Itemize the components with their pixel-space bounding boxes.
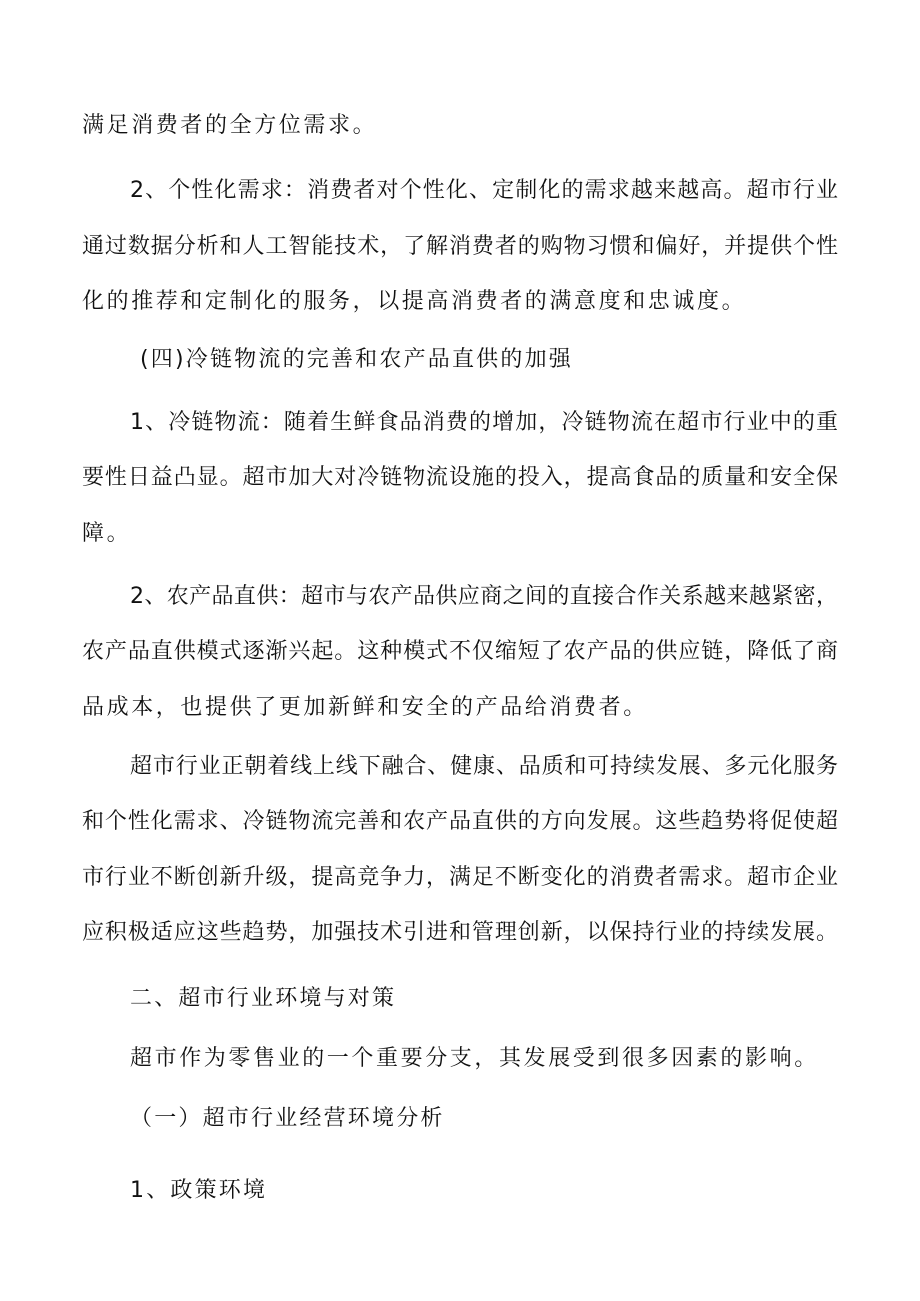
paragraph-line: 超市行业正朝着线上线下融合、健康、品质和可持续发展、多元化服务 bbox=[130, 754, 838, 779]
section-heading: (四)冷链物流的完善和农产品直供的加强 bbox=[140, 347, 573, 372]
item-heading: 1、政策环境 bbox=[130, 1178, 268, 1203]
paragraph-line: 满足消费者的全方位需求。 bbox=[82, 113, 378, 138]
paragraph-line: 和个性化需求、冷链物流完善和农产品直供的方向发展。这些趋势将促使超 bbox=[82, 809, 838, 834]
paragraph-line: 2、农产品直供：超市与农产品供应商之间的直接合作关系越来越紧密， bbox=[130, 584, 838, 609]
paragraph-line: 品成本，也提供了更加新鲜和安全的产品给消费者。 bbox=[82, 695, 648, 720]
paragraph-line: 通过数据分析和人工智能技术，了解消费者的购物习惯和偏好，并提供个性 bbox=[82, 234, 838, 259]
paragraph-line: 2、个性化需求：消费者对个性化、定制化的需求越来越高。超市行业 bbox=[130, 178, 838, 203]
paragraph-line: 化的推荐和定制化的服务，以提高消费者的满意度和忠诚度。 bbox=[82, 289, 747, 314]
section-heading: 二、超市行业环境与对策 bbox=[130, 986, 397, 1011]
paragraph-line: 1、冷链物流：随着生鲜食品消费的增加，冷链物流在超市行业中的重 bbox=[130, 410, 838, 435]
subsection-heading: （一）超市行业经营环境分析 bbox=[130, 1106, 445, 1131]
paragraph-line: 超市作为零售业的一个重要分支，其发展受到很多因素的影响。 bbox=[130, 1046, 819, 1071]
paragraph-line: 农产品直供模式逐渐兴起。这种模式不仅缩短了农产品的供应链，降低了商 bbox=[82, 639, 838, 664]
paragraph-line: 市行业不断创新升级，提高竞争力，满足不断变化的消费者需求。超市企业 bbox=[82, 865, 838, 890]
paragraph-line: 要性日益凸显。超市加大对冷链物流设施的投入，提高食品的质量和安全保 bbox=[82, 465, 838, 490]
paragraph-line: 障。 bbox=[82, 521, 132, 546]
paragraph-line: 应积极适应这些趋势，加强技术引进和管理创新，以保持行业的持续发展。 bbox=[82, 920, 838, 945]
